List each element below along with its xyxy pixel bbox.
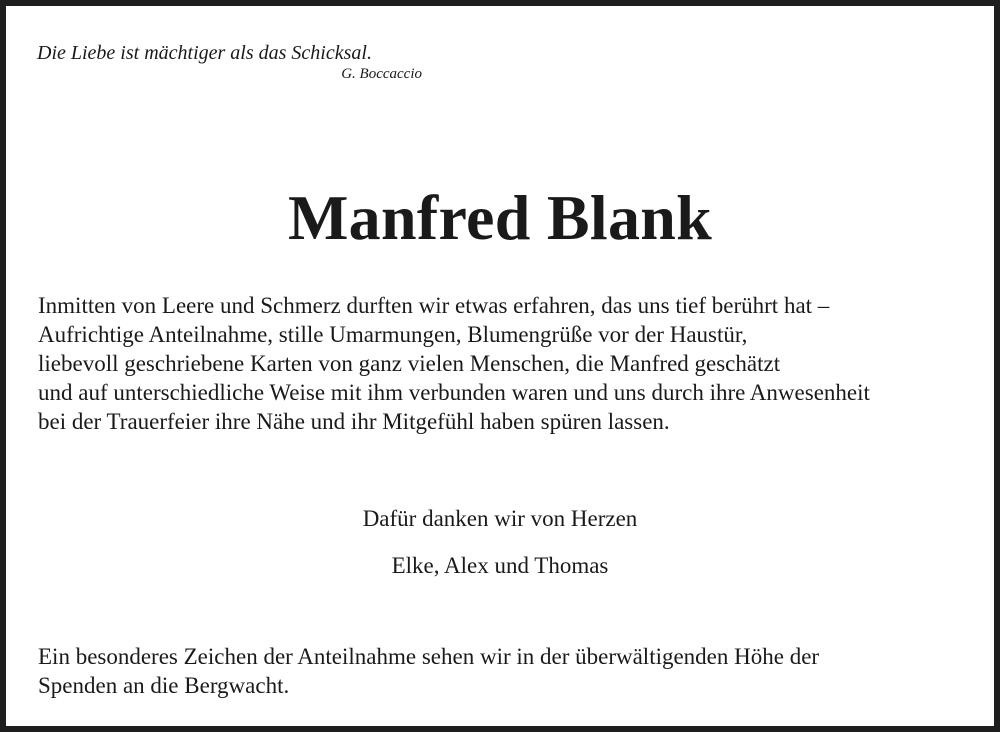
message-paragraph	[38, 291, 988, 436]
donation-note-line: Spenden an die Bergwacht.	[38, 673, 290, 698]
message-line: Aufrichtige Anteilnahme, stille Umarmungen, Blumengrüße vor der Haustür,	[38, 322, 748, 347]
thanks-line: Dafür danken wir von Herzen	[362, 506, 638, 531]
message-line: liebevoll geschriebene Karten von ganz vielen Menschen, die Manfred geschätzt	[38, 351, 781, 376]
signers-line: Elke, Alex und Thomas	[391, 553, 609, 578]
epigraph-author: G. Boccaccio	[341, 66, 422, 82]
donation-note	[38, 642, 988, 700]
message-line: Inmitten von Leere und Schmerz durften wir etwas erfahren, das uns tief berührt hat –	[38, 293, 830, 318]
message-line: bei der Trauerfeier ihre Nähe und ihr Mitgefühl haben spüren lassen.	[38, 409, 670, 434]
deceased-name: Manfred Blank	[287, 182, 713, 253]
message-line: und auf unterschiedliche Weise mit ihm verbunden waren und uns durch ihre Anwesenheit	[38, 380, 870, 405]
epigraph-quote: Die Liebe ist mächtiger als das Schicksal.	[37, 42, 372, 64]
donation-note-line: Ein besonderes Zeichen der Anteilnahme sehen wir in der überwältigenden Höhe der	[38, 644, 820, 669]
